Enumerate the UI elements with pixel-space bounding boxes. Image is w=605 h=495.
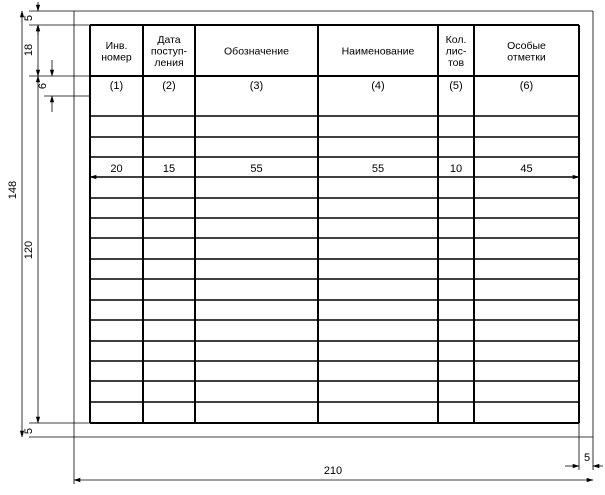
column-number: (5) [449,80,463,92]
header-height-label: 18 [23,43,35,57]
header-text: Дата [157,34,181,46]
dimension-lines [7,2,603,480]
table-height-label: 120 [23,240,35,260]
sheet-height-label: 148 [7,180,19,200]
column-width-label: 55 [250,163,263,175]
column-number: (3) [249,80,264,92]
column-width-label: 20 [110,163,123,175]
header-text: Кол. [445,34,467,46]
column-width-label: 10 [449,163,463,175]
header-text: тов [447,57,465,69]
top-margin-label: 5 [23,14,35,22]
header-text: отметки [507,51,546,64]
column-number: (6) [519,80,534,92]
column-width-label: 55 [371,163,385,175]
header-text: Наименование [341,45,415,58]
row-height-label: 6 [37,82,49,90]
header-text: поступ- [150,45,188,58]
header-text: ления [154,57,184,69]
bottom-margin-label: 5 [23,427,35,435]
right-margin-label: 5 [583,452,591,464]
column-width-label: 45 [520,163,533,175]
column-number: (1) [109,80,124,92]
table-text [101,34,546,175]
header-text: Особые [507,39,546,52]
column-number: (4) [371,80,385,92]
column-number: (2) [162,80,176,92]
column-width-label: 15 [162,163,176,175]
header-text: номер [101,51,132,64]
sheet-width-label: 210 [323,465,343,477]
header-text: Инв. [105,39,128,52]
header-text: Обозначение [224,45,289,58]
header-text: лис- [445,45,467,58]
